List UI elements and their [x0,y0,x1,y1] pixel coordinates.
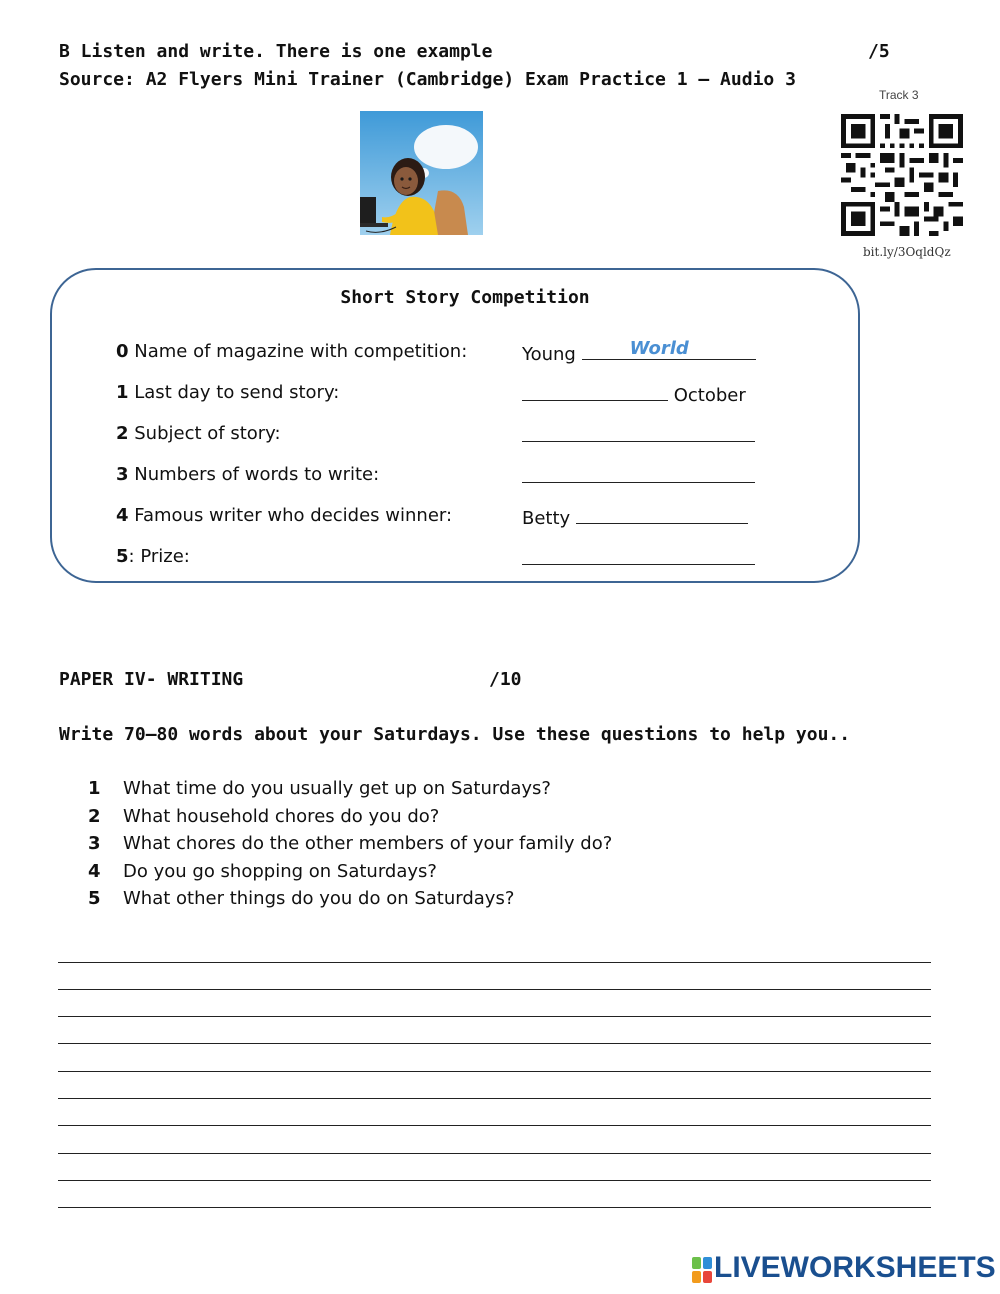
section-b-score: /5 [868,41,890,62]
writing-line[interactable] [58,1043,931,1044]
row-number: 0 [116,341,129,362]
row-number: 1 [116,382,129,403]
list-item [88,888,612,916]
row-text: : Prize: [128,546,190,567]
writing-line[interactable] [58,1180,931,1181]
list-item [88,778,612,806]
row-4-label [116,505,452,526]
list-item [88,833,612,861]
row-2-answer-area [522,423,755,447]
question-number: 4 [88,860,101,882]
row-5-answer-area [522,546,755,570]
row-0-label [116,341,467,362]
question-text: What time do you usually get up on Saturdays? [123,778,551,799]
row-text: Subject of story: [128,423,281,444]
list-item [88,861,612,889]
answer-field-1[interactable] [522,382,668,401]
row-prefix: Betty [522,508,576,529]
girl-computer-illustration [360,111,483,235]
liveworksheets-logo-text: LIVEWORKSHEETS [714,1251,996,1284]
writing-line[interactable] [58,1125,931,1126]
track-label: Track 3 [879,88,919,102]
writing-line[interactable] [58,962,931,963]
list-item [88,806,612,834]
writing-instruction: Write 70–80 words about your Saturdays. Use these questions to help you.. [59,724,851,745]
source-line: Source: A2 Flyers Mini Trainer (Cambridge) Exam Practice 1 – Audio 3 [59,69,796,90]
row-text: Last day to send story: [128,382,340,403]
row-number: 4 [116,505,129,526]
question-number: 5 [88,888,101,909]
row-number: 3 [116,464,129,485]
answer-field-5[interactable] [522,546,755,565]
question-text: What household chores do you do? [123,805,440,827]
row-1-answer-area [522,382,746,406]
example-answer: World [629,338,689,359]
qr-code-icon[interactable] [841,114,963,236]
row-4-answer-area [522,505,748,529]
question-text: Do you go shopping on Saturdays? [123,860,437,882]
answer-field-2[interactable] [522,423,755,442]
section-b-title: B Listen and write. There is one example [59,41,493,62]
liveworksheets-logo-icon [692,1257,712,1283]
writing-line[interactable] [58,1153,931,1154]
row-3-label [116,464,379,485]
row-text: Famous writer who decides winner: [128,505,453,526]
row-number: 2 [116,423,129,444]
row-3-answer-area [522,464,755,488]
question-number: 2 [88,805,101,827]
writing-line[interactable] [58,1016,931,1017]
question-text: What other things do you do on Saturdays? [123,888,515,909]
writing-title: PAPER IV- WRITING [59,669,244,690]
story-box-title: Short Story Competition [340,287,590,308]
question-number: 3 [88,833,101,854]
question-list [88,778,612,916]
row-text: Name of magazine with competition: [128,341,468,362]
answer-field-3[interactable] [522,464,755,483]
answer-field-0[interactable] [582,338,756,360]
question-number: 1 [88,778,101,799]
qr-short-link[interactable]: bit.ly/3OqldQz [863,245,951,259]
row-5-label [116,546,190,567]
answer-field-4[interactable] [576,505,748,524]
question-text: What chores do the other members of your family do? [123,833,613,854]
row-text: Numbers of words to write: [128,464,380,485]
writing-score: /10 [489,669,522,690]
writing-line[interactable] [58,989,931,990]
writing-line[interactable] [58,1098,931,1099]
writing-line[interactable] [58,1071,931,1072]
row-0-answer-area [522,338,756,365]
row-2-label [116,423,281,444]
row-1-label [116,382,339,403]
writing-line[interactable] [58,1207,931,1208]
row-prefix: Young [522,344,582,365]
row-number: 5 [116,546,129,567]
row-suffix: October [668,385,746,406]
